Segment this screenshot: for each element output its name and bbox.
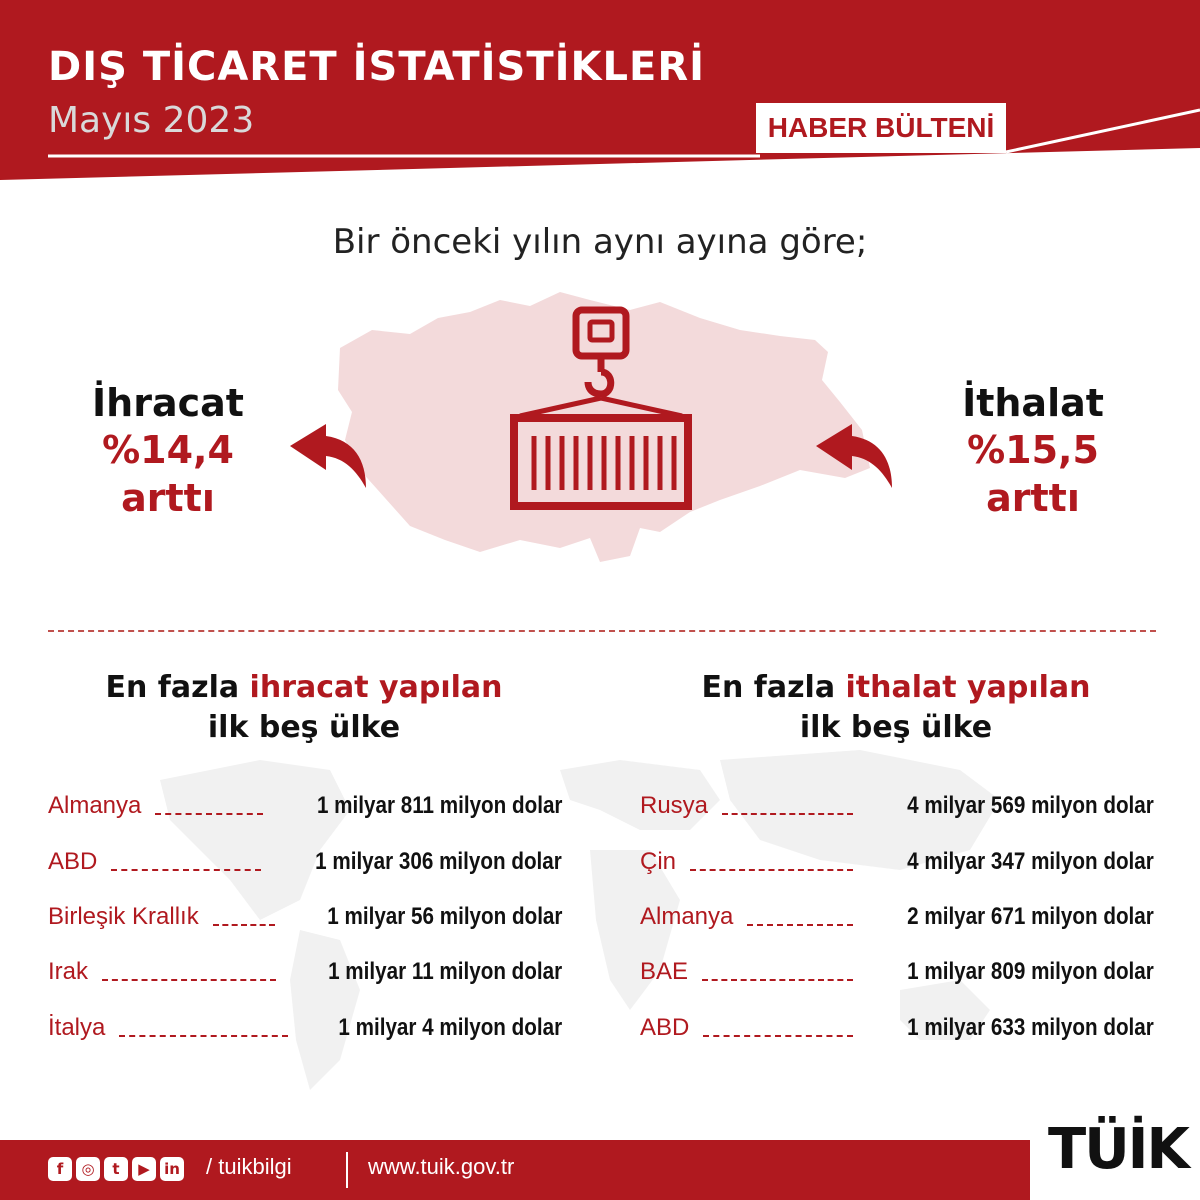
import-value: 4 milyar 347 milyon dolar	[907, 848, 1154, 875]
export-country: ABD	[48, 848, 98, 875]
export-country: Irak	[48, 958, 89, 985]
export-country: Birleşik Krallık	[48, 903, 199, 930]
page-title: DIŞ TİCARET İSTATİSTİKLERİ	[48, 44, 705, 90]
facebook-icon[interactable]: f	[48, 1157, 72, 1181]
import-title-highlight: ithalat yapılan	[845, 670, 1091, 705]
import-value: 1 milyar 809 milyon dolar	[907, 958, 1154, 985]
youtube-icon[interactable]: ▶	[132, 1157, 156, 1181]
export-row	[48, 956, 562, 988]
import-title-prefix: En fazla	[701, 670, 846, 705]
dotted-leader	[155, 813, 262, 815]
export-value: 1 milyar 811 milyon dolar	[316, 792, 562, 819]
dotted-leader	[102, 979, 276, 981]
footer-bar	[0, 1140, 1200, 1200]
import-row	[640, 956, 1154, 988]
page-subtitle: Mayıs 2023	[48, 100, 255, 141]
export-country: İtalya	[48, 1014, 106, 1041]
import-row	[640, 846, 1154, 878]
import-change: arttı	[986, 476, 1080, 520]
dotted-leader	[111, 869, 261, 871]
export-percent: %14,4	[102, 428, 234, 472]
import-value: 4 milyar 569 milyon dolar	[907, 792, 1154, 819]
import-label: İthalat	[962, 381, 1104, 425]
website-link[interactable]: www.tuik.gov.tr	[368, 1154, 515, 1179]
news-bulletin-badge: HABER BÜLTENİ	[756, 103, 1006, 153]
social-handle[interactable]: / tuikbilgi	[206, 1154, 292, 1179]
import-country: ABD	[640, 1014, 690, 1041]
export-row	[48, 901, 562, 933]
export-row	[48, 1012, 562, 1044]
dotted-leader	[722, 813, 853, 815]
export-change: arttı	[121, 476, 215, 520]
import-value: 1 milyar 633 milyon dolar	[907, 1014, 1154, 1041]
import-percent: %15,5	[967, 428, 1099, 472]
export-row	[48, 846, 562, 878]
twitter-icon[interactable]: t	[104, 1157, 128, 1181]
import-row	[640, 901, 1154, 933]
export-section-title	[24, 668, 584, 748]
dotted-leader	[213, 924, 275, 926]
import-country: Rusya	[640, 792, 709, 819]
dotted-leader	[690, 869, 853, 871]
export-value: 1 milyar 306 milyon dolar	[315, 848, 562, 875]
export-title-highlight: ihracat yapılan	[249, 670, 503, 705]
dotted-leader	[702, 979, 853, 981]
instagram-icon[interactable]: ◎	[76, 1157, 100, 1181]
import-section-title	[616, 668, 1176, 748]
dotted-leader	[747, 924, 853, 926]
dotted-leader	[119, 1035, 288, 1037]
import-country: Almanya	[640, 903, 734, 930]
footer-separator	[346, 1152, 348, 1188]
export-title-line2: ilk beş ülke	[207, 710, 401, 745]
import-title-line2: ilk beş ülke	[799, 710, 993, 745]
export-value: 1 milyar 11 milyon dolar	[327, 958, 562, 985]
tuik-logo: TÜİK	[1048, 1117, 1188, 1182]
export-label: İhracat	[92, 381, 244, 425]
social-icons	[48, 1157, 184, 1183]
import-row	[640, 1012, 1154, 1044]
export-value: 1 milyar 56 milyon dolar	[326, 903, 562, 930]
export-row	[48, 790, 562, 822]
import-value: 2 milyar 671 milyon dolar	[907, 903, 1154, 930]
export-title-prefix: En fazla	[105, 670, 250, 705]
export-value: 1 milyar 4 milyon dolar	[338, 1014, 562, 1041]
linkedin-icon[interactable]: in	[160, 1157, 184, 1181]
export-country: Almanya	[48, 792, 142, 819]
intro-text: Bir önceki yılın aynı ayına göre;	[332, 222, 868, 262]
import-row	[640, 790, 1154, 822]
import-country: Çin	[640, 848, 677, 875]
import-country: BAE	[640, 958, 689, 985]
dotted-leader	[703, 1035, 853, 1037]
